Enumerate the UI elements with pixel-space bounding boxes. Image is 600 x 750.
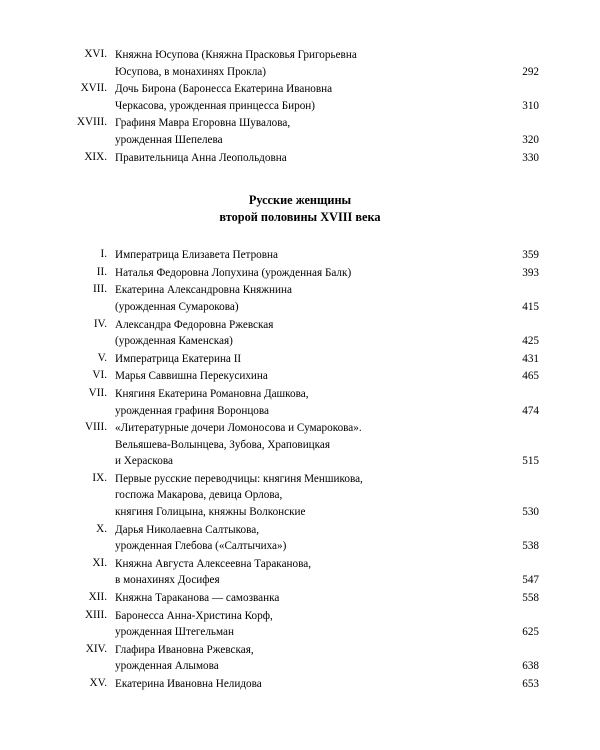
- toc-entry-number: XV.: [89, 677, 107, 689]
- toc-entry-line: [115, 132, 539, 149]
- toc-entry[interactable]: [60, 641, 540, 675]
- toc-entry-number: XVII.: [80, 82, 107, 95]
- toc-entry[interactable]: [60, 316, 540, 350]
- toc-entry-body: [114, 641, 540, 675]
- toc-entry-title: Княжна Юсупова (Княжна Прасковья Григорьевна: [115, 49, 357, 61]
- toc-entry-line: [115, 351, 539, 368]
- toc-entry-title: княгиня Голицына, княжны Волконские: [115, 506, 306, 519]
- toc-entry-body: [114, 316, 540, 350]
- toc-entry-line: [115, 624, 539, 641]
- toc-entry-page-number: 547: [522, 574, 539, 587]
- toc-entry[interactable]: [60, 589, 540, 607]
- toc-entry-page-number: 393: [522, 266, 539, 279]
- toc-entry[interactable]: [60, 675, 540, 693]
- toc-entry-body: [114, 367, 540, 385]
- toc-entry-line: [115, 504, 539, 521]
- toc-entry-line: [115, 368, 539, 385]
- toc-entry-body: [114, 264, 540, 282]
- toc-entry[interactable]: [60, 264, 540, 282]
- toc-entry-line: [115, 115, 539, 132]
- toc-entry-number: I.: [100, 248, 107, 261]
- toc-entry-title: «Литературные дочери Ломоносова и Сумарокова».: [115, 422, 362, 435]
- toc-entry-body: [114, 80, 540, 114]
- toc-entry-line: [115, 150, 539, 167]
- toc-entry-line: [115, 538, 539, 555]
- section-title: [60, 192, 540, 226]
- toc-entry-title: Юсупова, в монахинях Прокла): [115, 65, 266, 78]
- section-title-line-2: второй половины XVIII века: [219, 210, 381, 225]
- toc-entry-page-number: 625: [522, 626, 539, 639]
- toc-entry-line: [115, 98, 539, 115]
- toc-entry-page-number: 538: [522, 540, 539, 553]
- toc-entry-body: [114, 521, 540, 555]
- toc-entry[interactable]: [60, 470, 540, 521]
- toc-entry-title: Первые русские переводчицы: княгиня Меншикова,: [115, 472, 363, 485]
- toc-entry-number: XIII.: [84, 608, 107, 621]
- toc-entry-line: [115, 282, 539, 299]
- toc-entry[interactable]: [60, 149, 540, 167]
- toc-entry[interactable]: [60, 521, 540, 555]
- toc-entry-line: [115, 47, 539, 64]
- toc-entry-number: VIII.: [84, 421, 107, 434]
- toc-entry-page-number: 431: [522, 352, 539, 365]
- toc-entry-body: [114, 350, 540, 368]
- toc-entry-title: Графиня Мавра Егоровна Шувалова,: [115, 117, 291, 130]
- toc-entry-page-number: 415: [522, 300, 539, 313]
- toc-entry-number: IV.: [93, 317, 107, 330]
- toc-entry-line: [115, 317, 539, 334]
- toc-entry-number: X.: [96, 522, 107, 535]
- toc-entry-line: [115, 572, 539, 589]
- toc-entry-page-number: 425: [522, 335, 539, 348]
- toc-entry-title: Александра Федоровна Ржевская: [115, 318, 274, 331]
- toc-entry[interactable]: [60, 246, 540, 264]
- toc-entry-page-number: 465: [522, 370, 539, 383]
- toc-entry-page-number: 530: [522, 506, 539, 519]
- toc-entry-line: [115, 658, 539, 675]
- toc-part-one: [60, 46, 540, 166]
- toc-entry-line: [115, 420, 539, 437]
- toc-entry-line: [115, 403, 539, 420]
- toc-entry-title: урожденная Шепелева: [115, 133, 223, 146]
- toc-entry[interactable]: [60, 555, 540, 589]
- toc-entry-line: [115, 265, 539, 282]
- toc-entry-body: [114, 675, 540, 693]
- toc-entry-title: и Хераскова: [115, 455, 173, 468]
- toc-entry-line: [115, 64, 539, 81]
- toc-entry-line: [115, 487, 539, 504]
- toc-entry-body: [114, 419, 540, 470]
- toc-entry-number: II.: [96, 265, 107, 278]
- toc-entry-body: [114, 114, 540, 148]
- toc-entry-page-number: 638: [522, 660, 539, 673]
- toc-entry-page-number: 320: [522, 133, 539, 146]
- toc-entry-title: урожденная Алымова: [115, 660, 219, 673]
- toc-entry-line: [115, 437, 539, 454]
- toc-entry-title: Княжна Тараканова — самозванка: [115, 592, 280, 605]
- toc-entry-body: [114, 149, 540, 167]
- toc-entry-title: в монахинях Досифея: [115, 574, 220, 587]
- toc-entry-body: [114, 246, 540, 264]
- toc-entry[interactable]: [60, 607, 540, 641]
- toc-entry-number: XII.: [88, 591, 107, 604]
- toc-entry[interactable]: [60, 46, 540, 80]
- toc-entry-title: Дочь Бирона (Баронесса Екатерина Ивановна: [115, 83, 333, 96]
- toc-entry-line: [115, 247, 539, 264]
- toc-entry-title: госпожа Макарова, девица Орлова,: [115, 489, 283, 502]
- toc-entry-title: Баронесса Анна-Христина Корф,: [115, 609, 273, 622]
- toc-entry-line: [115, 608, 539, 625]
- toc-entry-number: XIV.: [85, 642, 107, 655]
- toc-entry-number: XIX.: [84, 150, 107, 163]
- toc-entry-body: [114, 385, 540, 419]
- toc-entry-number: VI.: [92, 369, 107, 382]
- toc-entry-line: [115, 386, 539, 403]
- toc-entry-title: Княгиня Екатерина Романовна Дашкова,: [115, 387, 309, 400]
- toc-entry[interactable]: [60, 350, 540, 368]
- toc-entry-title: урожденная графиня Воронцова: [115, 404, 269, 417]
- toc-entry-line: [115, 676, 539, 693]
- toc-part-two: [60, 246, 540, 692]
- toc-entry-line: [115, 522, 539, 539]
- toc-entry-title: Императрица Елизавета Петровна: [115, 249, 278, 262]
- toc-entry-line: [115, 471, 539, 488]
- toc-entry-title: Княжна Августа Алексеевна Тараканова,: [115, 557, 312, 570]
- toc-entry-title: урожденная Глебова («Салтычиха»): [115, 540, 287, 553]
- toc-entry-title: (урожденная Сумарокова): [115, 300, 239, 313]
- toc-entry-page-number: 558: [522, 592, 539, 605]
- toc-entry-number: IX.: [92, 471, 107, 484]
- toc-entry-body: [114, 470, 540, 521]
- toc-entry-title: Императрица Екатерина II: [115, 352, 242, 365]
- toc-entry-title: Глафира Ивановна Ржевская,: [115, 643, 254, 656]
- toc-entry-line: [115, 81, 539, 98]
- toc-entry-title: Марья Саввишна Перекусихина: [115, 370, 268, 383]
- toc-entry-number: III.: [93, 283, 107, 296]
- toc-entry-number: XVI.: [84, 48, 107, 60]
- toc-entry-line: [115, 453, 539, 470]
- toc-entry-line: [115, 556, 539, 573]
- section-title-line-1: Русские женщины: [248, 193, 352, 208]
- toc-entry-page-number: 515: [522, 455, 539, 468]
- toc-entry[interactable]: [60, 80, 540, 114]
- toc-entry[interactable]: [60, 114, 540, 148]
- toc-entry-line: [115, 333, 539, 350]
- toc-entry-page-number: 359: [522, 249, 539, 262]
- toc-entry-title: Вельяшева-Волынцева, Зубова, Храповицкая: [115, 438, 331, 451]
- toc-entry-page-number: 330: [522, 151, 539, 164]
- toc-entry-title: Екатерина Александровна Княжнина: [115, 284, 292, 297]
- toc-entry-title: Наталья Федоровна Лопухина (урожденная Балк): [115, 266, 352, 279]
- toc-entry-line: [115, 590, 539, 607]
- toc-entry-number: V.: [97, 351, 107, 364]
- toc-entry-number: XVIII.: [76, 116, 107, 129]
- toc-entry-body: [114, 46, 540, 80]
- toc-entry-title: Дарья Николаевна Салтыкова,: [115, 523, 260, 536]
- toc-entry-number: XI.: [92, 556, 107, 569]
- toc-entry-page-number: 653: [522, 678, 539, 690]
- toc-entry-line: [115, 299, 539, 316]
- toc-entry-title: Черкасова, урожденная принцесса Бирон): [115, 99, 316, 112]
- toc-entry[interactable]: [60, 419, 540, 470]
- toc-entry[interactable]: [60, 385, 540, 419]
- toc-entry-body: [114, 555, 540, 589]
- toc-entry-body: [114, 607, 540, 641]
- toc-entry-title: Екатерина Ивановна Нелидова: [115, 678, 262, 690]
- toc-entry-title: (урожденная Каменская): [115, 335, 233, 348]
- toc-entry[interactable]: [60, 281, 540, 315]
- toc-entry-number: VII.: [88, 386, 107, 399]
- toc-entry-line: [115, 642, 539, 659]
- toc-entry-body: [114, 589, 540, 607]
- toc-entry-page-number: 310: [522, 99, 539, 112]
- toc-entry-page-number: 474: [522, 404, 539, 417]
- toc-entry-title: урожденная Штегельман: [115, 626, 234, 639]
- toc-entry[interactable]: [60, 367, 540, 385]
- toc-entry-page-number: 292: [522, 65, 539, 78]
- toc-entry-title: Правительница Анна Леопольдовна: [115, 151, 287, 164]
- toc-entry-body: [114, 281, 540, 315]
